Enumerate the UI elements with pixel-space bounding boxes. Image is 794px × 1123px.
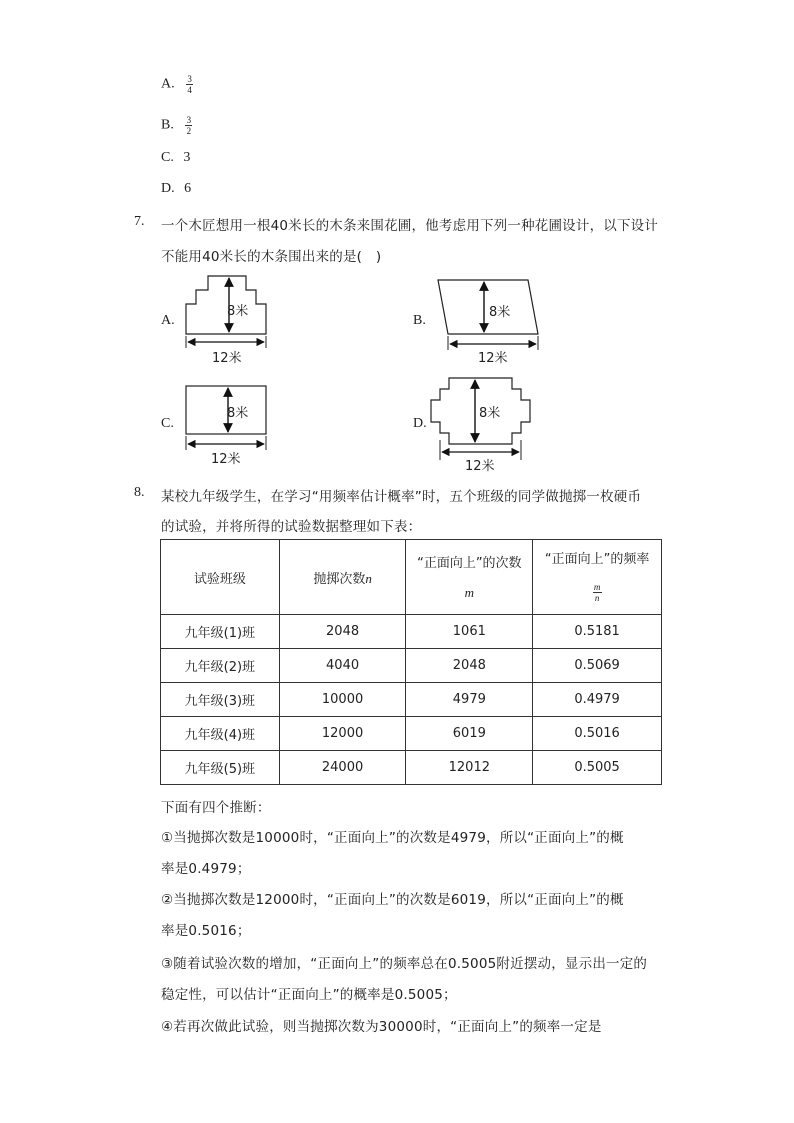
table-row: 九年级(5)班 24000 12012 0.5005 — [161, 751, 662, 785]
inference-line: 率是0.4979； — [161, 861, 251, 877]
question-text: 的试验，并将所得的试验数据整理如下表： — [161, 519, 422, 535]
figure-a-height: 8米 — [227, 304, 249, 319]
inference-line: ③随着试验次数的增加，“正面向上”的频率总在0.5005附近摆动，显示出一定的 — [161, 956, 648, 972]
option-d: D. 6 — [161, 181, 192, 196]
inference-line: ②当抛掷次数是12000时，“正面向上”的次数是6019，所以“正面向上”的概 — [161, 892, 624, 908]
table-row: 九年级(2)班 4040 2048 0.5069 — [161, 649, 662, 683]
figures-svg — [0, 0, 794, 480]
inference-line: ①当抛掷次数是10000时，“正面向上”的次数是4979，所以“正面向上”的概 — [161, 830, 624, 846]
figure-b-height: 8米 — [489, 305, 511, 320]
question-text: 一个木匠想用一根40米长的木条来围花圃，他考虑用下列一种花圃设计，以下设计 — [161, 218, 659, 234]
inference-line: 稳定性，可以估计“正面向上”的概率是0.5005； — [161, 987, 457, 1003]
question-number: 8. — [134, 485, 145, 500]
fraction: $\frac{m}{n}$ — [593, 581, 601, 603]
question-text: 某校九年级学生，在学习“用频率估计概率”时，五个班级的同学做抛掷一枚硬币 — [161, 489, 642, 505]
table-row: 九年级(4)班 12000 6019 0.5016 — [161, 717, 662, 751]
figure-b-width: 12米 — [478, 351, 508, 366]
option-label: B. — [161, 117, 174, 133]
figure-a — [186, 276, 266, 348]
inference-line: ④若再次做此试验，则当抛掷次数为30000时，“正面向上”的频率一定是 — [161, 1019, 602, 1035]
figure-c-height: 8米 — [227, 406, 249, 421]
table-row: 九年级(3)班 10000 4979 0.4979 — [161, 683, 662, 717]
table-row: 九年级(1)班 2048 1061 0.5181 — [161, 615, 662, 649]
figure-c — [186, 386, 266, 450]
table-header: “正面向上”的频率 $\frac{m}{n}$ — [533, 540, 662, 615]
table-header: 试验班级 — [161, 540, 280, 615]
inference-line: 率是0.5016； — [161, 923, 251, 939]
figure-c-width: 12米 — [211, 452, 241, 467]
figure-b-label: B. — [413, 313, 426, 328]
option-label: A. — [161, 76, 175, 92]
table-header: 抛掷次数n — [279, 540, 406, 615]
figure-a-width: 12米 — [212, 351, 242, 366]
option-c: C. 3 — [161, 150, 191, 165]
question-text: 不能用40米长的木条围出来的是( ) — [161, 249, 382, 265]
fraction: $\frac{3}{2}$ — [186, 115, 192, 136]
figure-d-width: 12米 — [465, 459, 495, 474]
table-header-row — [161, 540, 662, 615]
fraction: $\frac{3}{4}$ — [187, 74, 192, 95]
table-header: “正面向上”的次数 m — [406, 540, 533, 615]
figure-d-height: 8米 — [479, 406, 501, 421]
question-number: 7. — [134, 214, 145, 229]
figure-c-label: C. — [161, 416, 174, 431]
data-table — [160, 539, 662, 785]
figure-a-label: A. — [161, 313, 175, 328]
figure-d-label: D. — [413, 416, 427, 431]
figure-b — [438, 280, 538, 350]
inference-intro: 下面有四个推断： — [161, 800, 271, 816]
